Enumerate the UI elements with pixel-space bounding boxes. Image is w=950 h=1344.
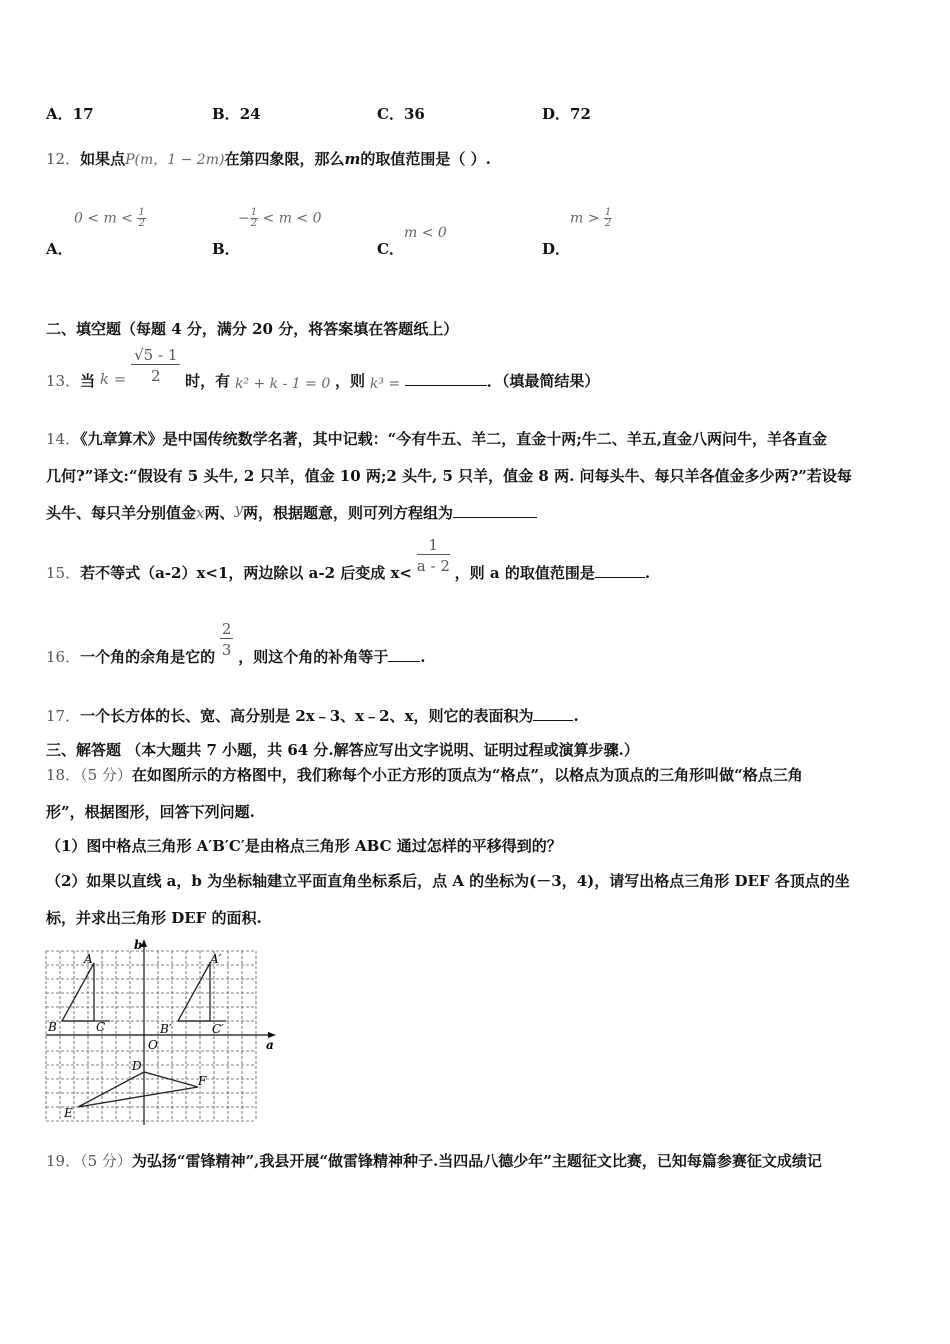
q12-option-a-math: 0 < m < $\frac{1}{2}$ — [74, 207, 145, 229]
label-a1: A′ — [210, 952, 222, 966]
q11-option-a: A．17 — [46, 105, 94, 123]
q12-option-d-label: D． — [542, 240, 571, 258]
q12-option-c-math: m < 0 — [404, 225, 447, 241]
axis-a-label: a — [266, 1038, 274, 1052]
label-e: E — [64, 1106, 73, 1120]
origin-label: O — [148, 1038, 158, 1052]
q11-option-c: C．36 — [377, 105, 425, 123]
triangle-abc — [62, 963, 94, 1021]
q13: 13．当 k = $\frac{√5 - 1}{2}$ 时，有 k² + k - 1 = 0 ，则 k³ = ．（填最简结果） — [46, 346, 600, 392]
grid-lines — [46, 951, 256, 1121]
q19: 19．（5 分）为弘扬“雷锋精神”,我县开展“做雷锋精神种子.当四品八德少年”主题征文比赛，已知每篇参赛征文成绩记 — [46, 1152, 822, 1170]
triangle-def — [78, 1072, 198, 1107]
q14-line2: 几何?”译文:“假设有 5 头牛, 2 只羊，值金 10 两;2 头牛, 5 只羊，值金 8 两. 问每头牛、每只羊各值金多少两?”若设每 — [46, 467, 852, 485]
section2-title: 二、填空题（每题 4 分，满分 20 分，将答案填在答题纸上） — [46, 320, 459, 338]
triangle-a1b1c1 — [178, 963, 210, 1021]
q18-line1: 18．（5 分）在如图所示的方格图中，我们称每个小正方形的顶点为“格点”，以格点为顶点的三角形叫做“格点三角 — [46, 766, 803, 784]
q12-option-c-label: C． — [377, 240, 404, 258]
label-c1: C′ — [212, 1022, 224, 1036]
q12-option-b-label: B． — [212, 240, 240, 258]
label-c: C — [96, 1020, 106, 1034]
label-d: D — [132, 1059, 142, 1073]
q18-part2-cont: 标，并求出三角形 DEF 的面积. — [46, 909, 262, 927]
q11-option-b: B．24 — [212, 105, 261, 123]
label-f: F — [198, 1074, 207, 1088]
q12-option-a-label: A． — [46, 240, 73, 258]
label-b1: B′ — [160, 1022, 172, 1036]
section3-title: 三、解答题 （本大题共 7 小题，共 64 分.解答应写出文字说明、证明过程或演算步骤.） — [46, 741, 639, 759]
q12-option-d-math: m > $\frac{1}{2}$ — [570, 207, 612, 229]
label-b: B — [48, 1020, 57, 1034]
q12-stem: 12．如果点P(m，1 − 2m)在第四象限，那么m的取值范围是（ ）. — [46, 150, 491, 168]
q18-line2: 形”，根据图形，回答下列问题. — [46, 803, 255, 821]
q15: 15．若不等式（a-2）x<1，两边除以 a-2 后变成 x< $\frac{1}{a - 2}$ ，则 a 的取值范围是 . — [46, 536, 651, 582]
axis-b-label: b — [134, 938, 143, 952]
q18-part2: （2）如果以直线 a，b 为坐标轴建立平面直角坐标系后，点 A 的坐标为(－3，4)，请写出格点三角形 DEF 各顶点的坐 — [46, 872, 850, 890]
label-a: A — [84, 952, 93, 966]
q14-line1: 14．《九章算术》是中国传统数学名著，其中记载：“今有牛五、羊二，直金十两;牛二、羊五,直金八两问牛，羊各直金 — [46, 430, 827, 448]
q18-part1: （1）图中格点三角形 A′B′C′是由格点三角形 ABC 通过怎样的平移得到的？ — [46, 837, 562, 855]
q11-option-d: D．72 — [542, 105, 591, 123]
q14-line3: 头牛、每只羊分别值金x两、y两，根据题意，则可列方程组为 — [46, 502, 537, 523]
q17: 17．一个长方体的长、宽、高分别是 2x﹣3、x﹣2、x，则它的表面积为 . — [46, 707, 579, 725]
q12-option-b-math: − $\frac{1}{2}$ < m < 0 — [238, 207, 322, 229]
grid-figure — [40, 935, 285, 1130]
q16: 16．一个角的余角是它的 $\frac{2}{3}$ ，则这个角的补角等于 . — [46, 620, 426, 666]
